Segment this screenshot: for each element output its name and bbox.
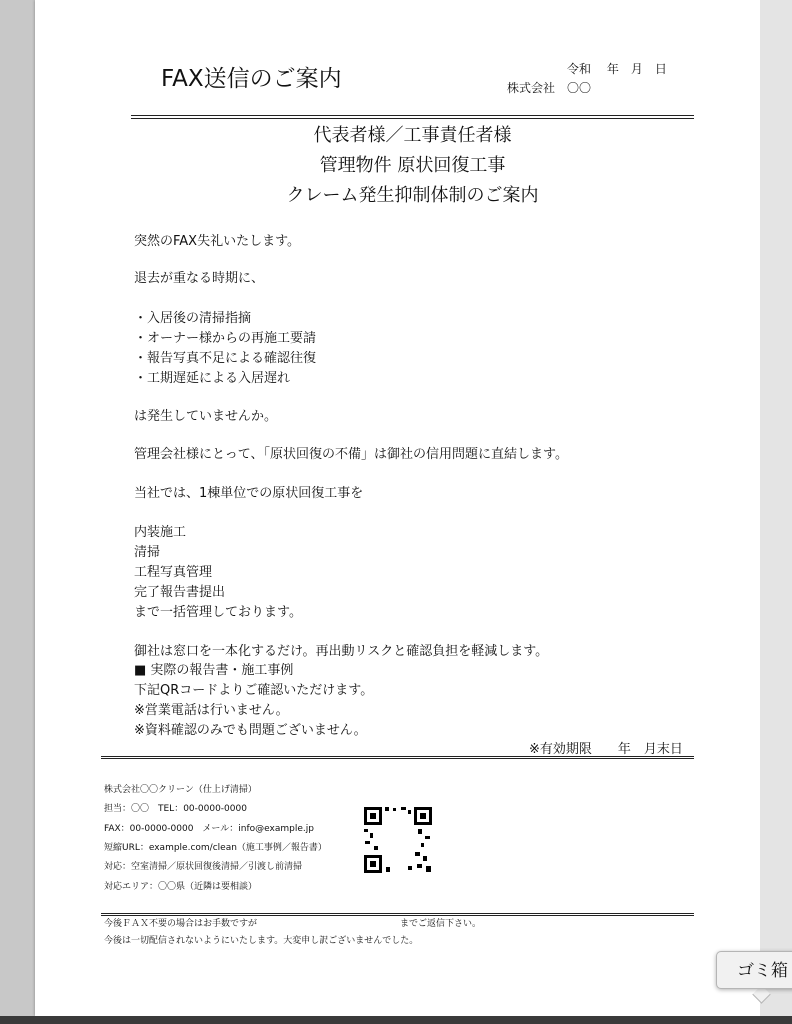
issue-item: ・入居後の清掃指摘 — [134, 311, 252, 326]
footer-services: 対応：空室清掃／原状回復後清掃／引渡し前清掃 — [104, 862, 303, 872]
header-divider — [131, 115, 694, 119]
issue-item: ・オーナー様からの再施工要請 — [134, 331, 317, 346]
service-item: 工程写真管理 — [134, 565, 213, 580]
service-item: 完了報告書提出 — [134, 585, 226, 600]
examples-heading: ■ 実際の報告書・施工事例 — [134, 663, 294, 678]
footer-area: 対応エリア：〇〇県（近隣は要相談） — [104, 882, 258, 892]
issue-item: ・工期遅延による入居遅れ — [134, 371, 291, 386]
sender-company: 株式会社 〇〇 — [507, 81, 592, 95]
headline-title: クレーム発生抑制体制のご案内 — [286, 185, 539, 206]
footer-fax-mail: FAX：00-0000-0000 メール：info@example.jp — [104, 824, 314, 834]
optout-reply: までご返信下さい。 — [400, 919, 482, 929]
footer-url: 短縮URL：example.com/clean（施工事例／報告書） — [104, 843, 327, 853]
footer-divider — [101, 756, 694, 759]
services-outro: まで一括管理しております。 — [134, 605, 302, 620]
services-intro: 当社では、1棟単位での原状回復工事を — [134, 486, 364, 501]
footer-company: 株式会社〇〇クリーン（仕上げ清掃） — [104, 785, 257, 795]
qr-note: 下記QRコードよりご確認いただけます。 — [134, 683, 374, 698]
question-line: は発生していませんか。 — [134, 409, 278, 424]
validity-line: ※有効期限 年 月末日 — [529, 742, 683, 757]
qr-code-icon — [363, 806, 433, 874]
greeting: 突然のFAX失礼いたします。 — [134, 234, 301, 249]
service-item: 内装施工 — [134, 525, 187, 540]
note-no-sales-calls: ※営業電話は行いません。 — [134, 703, 289, 718]
statement-line: 管理会社様にとって、「原状回復の不備」は御社の信用問題に直結します。 — [134, 447, 568, 462]
optout-request: 今後ＦＡＸ不要の場合はお手数ですが — [104, 919, 258, 929]
document-page — [35, 0, 760, 1016]
date-line: 令和 年 月 日 — [567, 62, 667, 76]
issue-item: ・報告写真不足による確認往復 — [134, 351, 317, 366]
headline-subject: 管理物件 原状回復工事 — [319, 155, 506, 176]
benefit-line: 御社は窓口を一本化するだけ。再出動リスクと確認負担を軽減します。 — [134, 644, 549, 659]
service-item: 清掃 — [134, 545, 161, 560]
optout-apology: 今後は一切配信されないようにいたします。大変申し訳ございませんでした。 — [104, 936, 419, 946]
intro-line: 退去が重なる時期に、 — [134, 271, 265, 286]
trash-tooltip: ゴミ箱 — [716, 951, 792, 989]
footer-contact: 担当：〇〇 TEL：00-0000-0000 — [104, 804, 247, 814]
vertical-scrollbar[interactable] — [760, 0, 792, 1016]
fax-title: FAX送信のご案内 — [161, 66, 342, 92]
note-document-only: ※資料確認のみでも問題ございません。 — [134, 723, 367, 738]
taskbar-strip — [0, 1016, 792, 1024]
headline-recipient: 代表者様／工事責任者様 — [313, 125, 512, 146]
